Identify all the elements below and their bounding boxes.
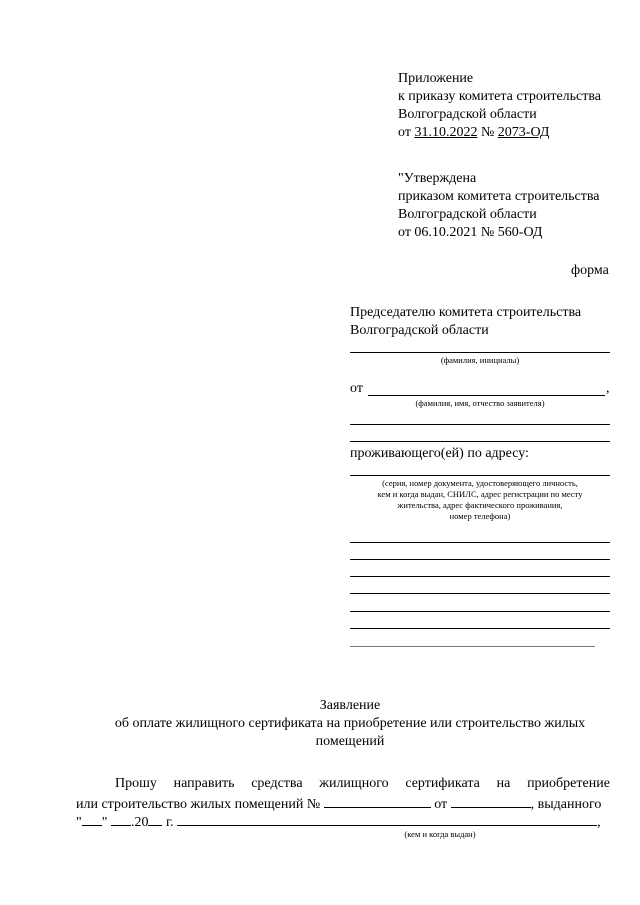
residing-label: проживающего(ей) по адресу: [350, 446, 529, 461]
statement-subtitle-2: помещений [315, 734, 385, 749]
applicant-extra-line-2[interactable] [350, 441, 610, 442]
hint-name: (фамилия, инициалы) [440, 355, 520, 365]
approval-block [398, 170, 600, 242]
addressee-line1: Председателю комитета строительства [350, 305, 582, 320]
appendix-line2: к приказу комитета строительства [398, 89, 602, 104]
details-line-3[interactable] [350, 576, 610, 577]
issue-year-field[interactable] [148, 812, 162, 826]
body-line3-b: " [101, 815, 108, 830]
issue-day-field[interactable] [82, 812, 102, 826]
hint-details-3: жительства, адрес фактического проживания, [397, 500, 563, 510]
body-line2-b: от [434, 797, 448, 812]
hint-applicant: (фамилия, имя, отчество заявителя) [415, 398, 545, 408]
from-prefix: от [350, 381, 363, 396]
from-comma: , [606, 381, 610, 396]
body-line3-end: , [597, 815, 601, 830]
body-word-2: направить [173, 776, 235, 791]
address-field-line[interactable] [350, 475, 610, 476]
details-line-5[interactable] [350, 611, 610, 612]
appendix-date-line [398, 124, 601, 142]
body-word-3: средства [251, 776, 303, 791]
details-line-4[interactable] [350, 593, 610, 594]
issued-by-field[interactable] [177, 812, 597, 826]
body-word-5: сертификата [405, 776, 480, 791]
form-label: форма [571, 263, 609, 278]
applicant-extra-line-1[interactable] [350, 424, 610, 425]
details-line-6[interactable] [350, 628, 610, 629]
issue-month-field[interactable] [111, 812, 131, 826]
details-line-7[interactable] [350, 646, 595, 647]
appendix-block [398, 70, 601, 142]
hint-details [350, 478, 610, 522]
applicant-field-line[interactable] [368, 395, 605, 396]
appendix-line3: Волгоградской области [398, 107, 537, 122]
body-line2-a: или строительство жилых помещений № [76, 797, 321, 812]
hint-details-2: кем и когда выдан, СНИЛС, адрес регистрации по месту [377, 489, 583, 499]
body-line-1 [115, 775, 610, 793]
addressee-line2: Волгоградской области [350, 323, 489, 338]
certificate-number-field[interactable] [324, 794, 431, 808]
approval-line2: приказом комитета строительства [398, 189, 600, 204]
body-line-2 [76, 794, 610, 814]
details-line-2[interactable] [350, 559, 610, 560]
statement-subtitle-1: об оплате жилищного сертификата на приобретение или строительство жилых [114, 716, 586, 731]
body-word-7: приобретение [527, 776, 610, 791]
body-line2-c: , выданного [530, 797, 602, 812]
approval-line1: "Утверждена [398, 171, 477, 186]
appendix-number: 2073-ОД [497, 125, 550, 140]
details-line-1[interactable] [350, 542, 610, 543]
appendix-date-prefix: от [398, 125, 411, 140]
body-line3-a: " [76, 815, 82, 830]
certificate-date-field[interactable] [451, 794, 531, 808]
body-word-6: на [496, 776, 511, 791]
body-word-4: жилищного [319, 776, 389, 791]
hint-details-1: (серия, номер документа, удостоверяющего личность, [382, 478, 578, 488]
body-word-1: Прошу [115, 776, 157, 791]
name-field-line[interactable] [350, 352, 610, 353]
appendix-date: 31.10.2022 [414, 125, 478, 140]
hint-issued: (кем и когда выдан) [404, 829, 476, 839]
body-line3-c: .20 [130, 815, 149, 830]
body-line3-d: г. [165, 815, 174, 830]
statement-title: Заявление [319, 698, 381, 713]
approval-line4: от 06.10.2021 № 560-ОД [398, 225, 543, 240]
approval-line3: Волгоградской области [398, 207, 537, 222]
hint-details-4: номер телефона) [449, 511, 511, 521]
appendix-line1: Приложение [398, 71, 474, 86]
appendix-number-sign: № [480, 125, 495, 140]
